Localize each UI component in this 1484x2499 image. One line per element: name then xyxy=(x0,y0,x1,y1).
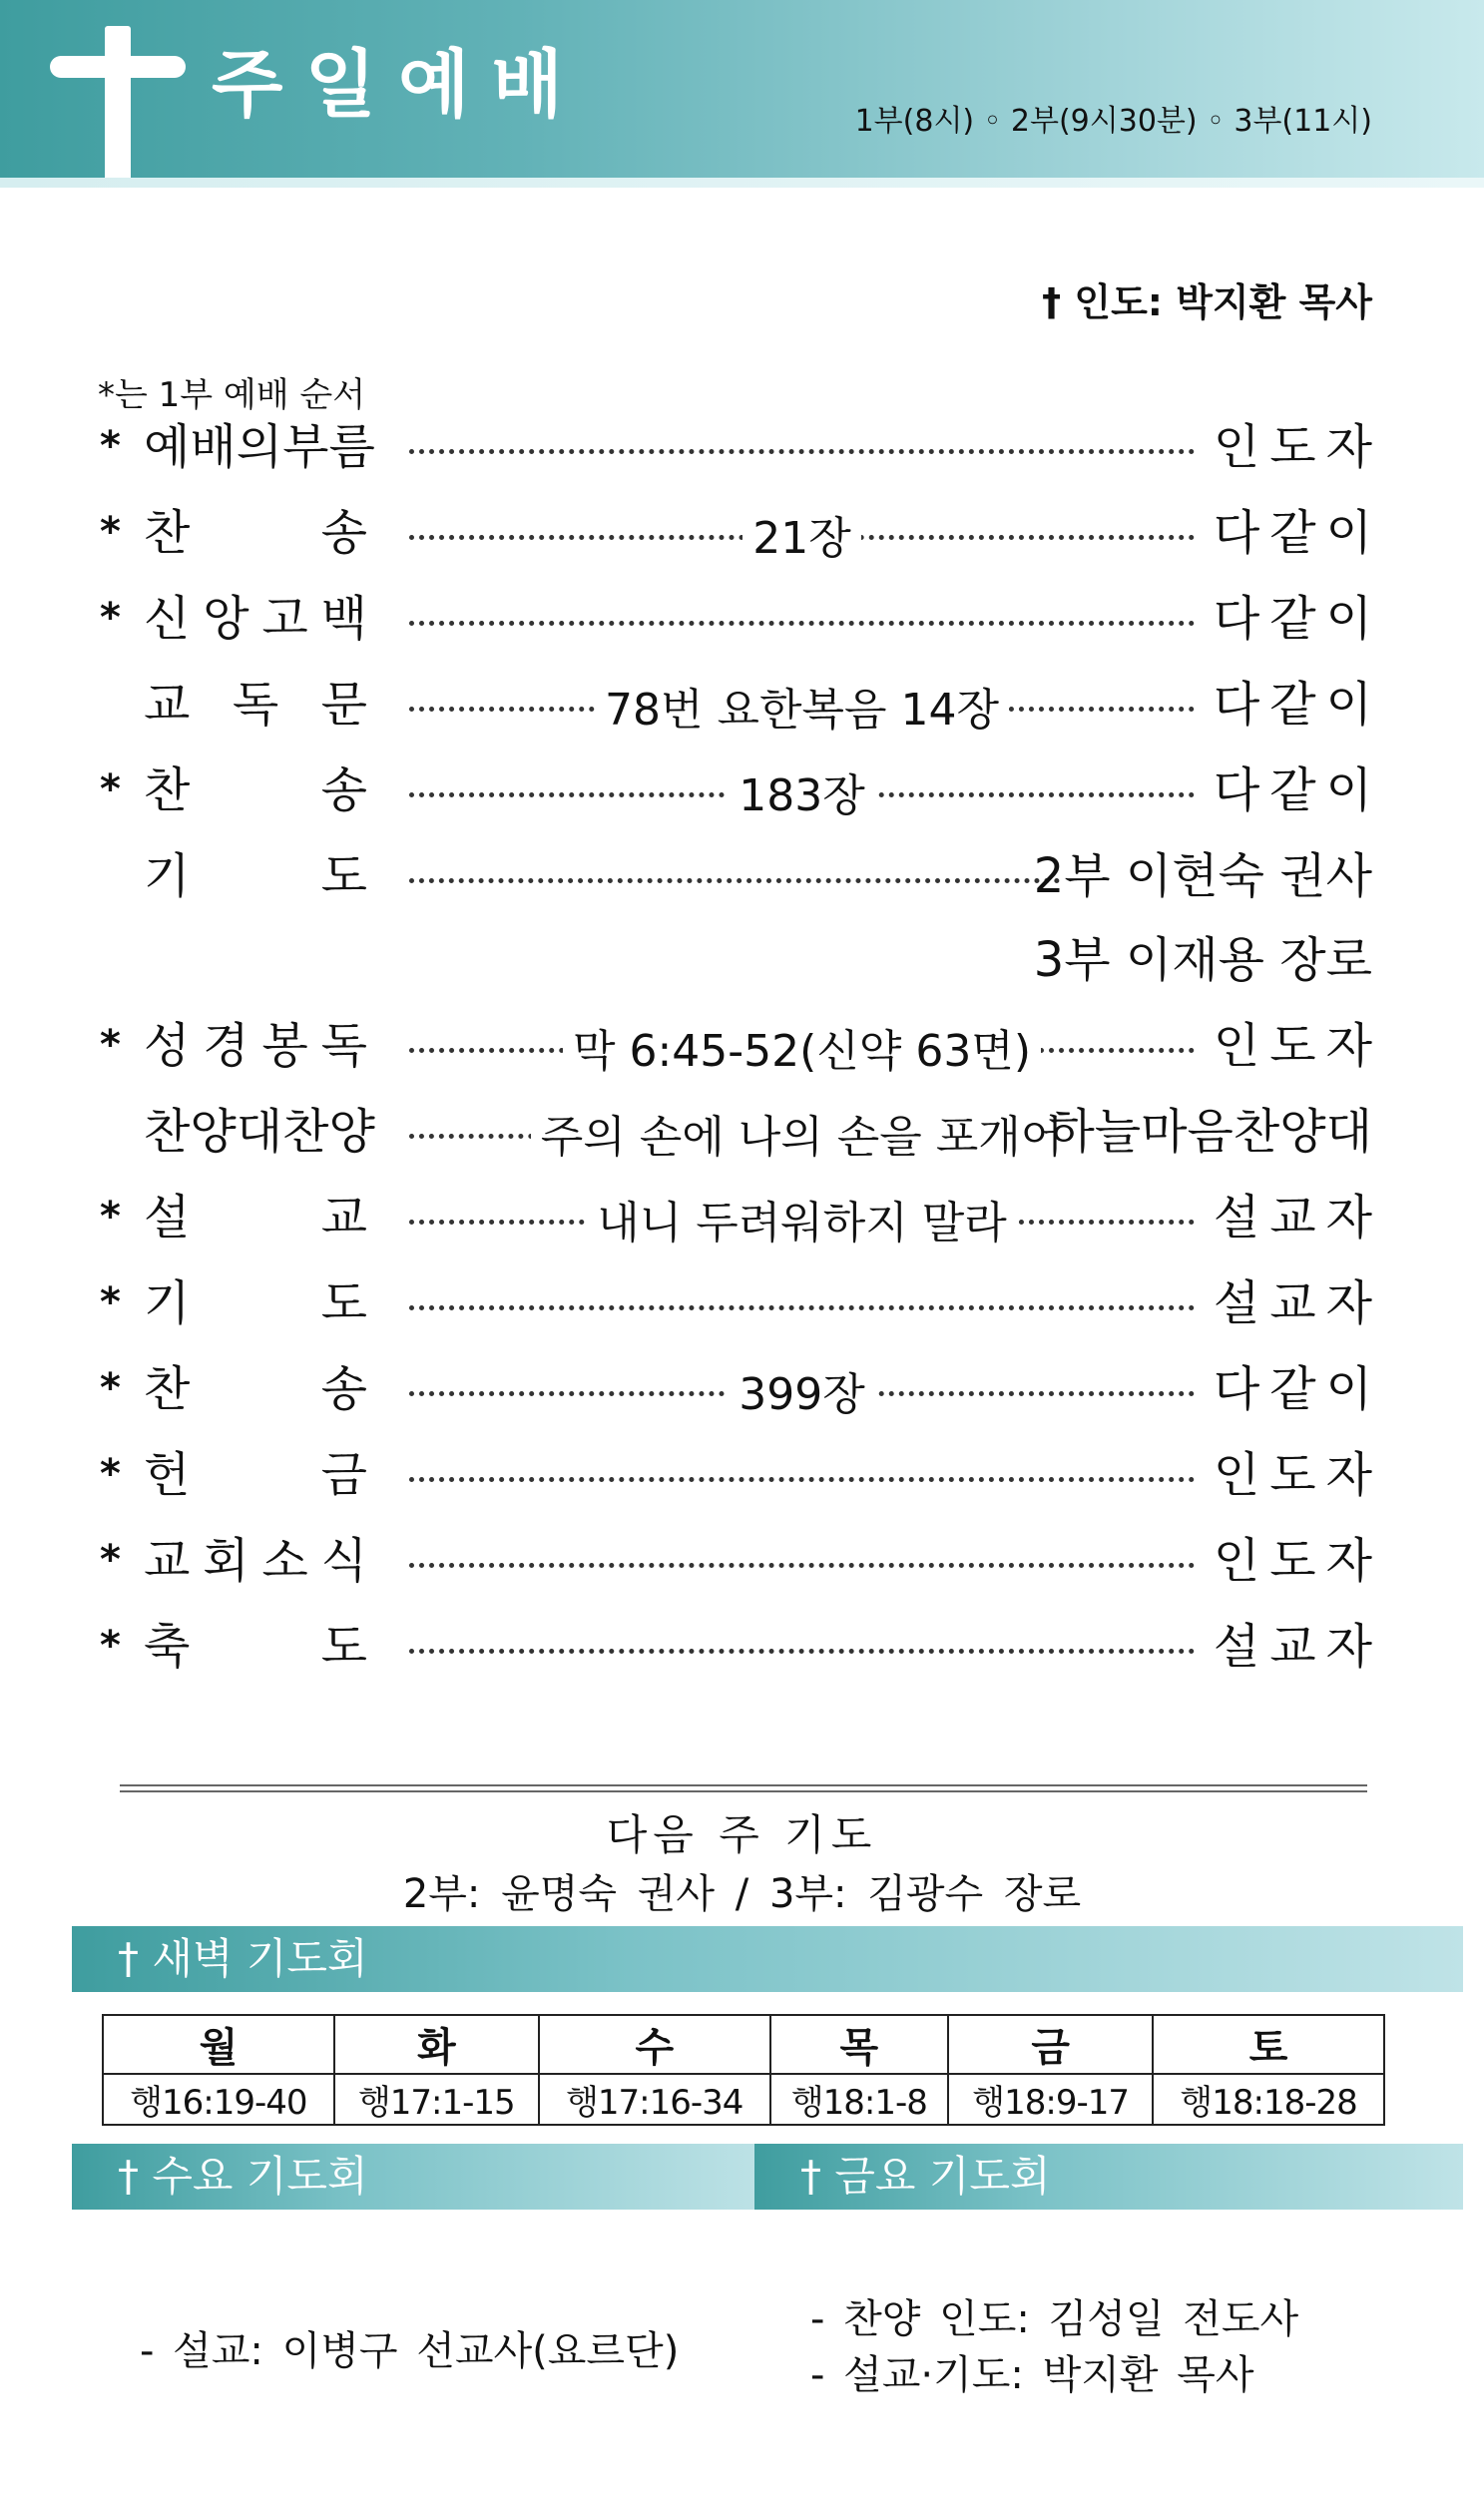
list-item: - 설교·기도: 박지환 목사 xyxy=(810,2352,1254,2398)
order-label xyxy=(144,1016,367,1076)
order-label-part: 백 xyxy=(320,591,367,647)
order-person: 다같이 xyxy=(1213,1361,1382,1417)
header-banner xyxy=(0,0,1484,178)
cross-icon-bar xyxy=(50,56,186,78)
order-row xyxy=(0,417,1484,497)
first-service-mark: * xyxy=(100,423,121,469)
table-row xyxy=(103,2015,1384,2074)
order-detail-text: 78번 요한복음 14장 xyxy=(595,685,1009,736)
day-cell: 수 xyxy=(539,2015,770,2074)
order-label-part: 문 xyxy=(320,677,367,733)
order-label-part: 기 xyxy=(144,1275,191,1331)
order-person: 설교자 xyxy=(1213,1275,1382,1331)
order-label-part: 앙 xyxy=(203,591,249,647)
worship-leader: † 인도: 박지환 목사 xyxy=(1042,280,1372,324)
cross-icon xyxy=(105,26,131,186)
order-row xyxy=(0,675,1484,754)
first-service-mark: * xyxy=(100,1537,121,1583)
order-label xyxy=(144,760,367,820)
order-label-part: 독 xyxy=(232,677,279,733)
order-person: 2부 이현숙 권사 xyxy=(1033,848,1372,904)
order-label xyxy=(144,1188,367,1248)
first-service-mark: * xyxy=(100,1022,121,1068)
day-cell: 목 xyxy=(770,2015,948,2074)
order-row xyxy=(0,503,1484,583)
dotted-leader xyxy=(409,1563,1195,1568)
order-row xyxy=(0,1273,1484,1353)
day-cell: 토 xyxy=(1153,2015,1384,2074)
order-row xyxy=(0,1188,1484,1267)
dotted-leader xyxy=(409,449,1195,454)
day-cell: 금 xyxy=(948,2015,1153,2074)
order-label-part: 교 xyxy=(320,1190,367,1246)
order-detail xyxy=(409,1196,1195,1251)
order-label xyxy=(144,503,367,563)
order-row xyxy=(0,760,1484,840)
first-service-mark: * xyxy=(100,1451,121,1497)
order-label xyxy=(144,1102,375,1162)
first-service-mark: * xyxy=(100,766,121,812)
order-label xyxy=(144,589,367,649)
order-label-part: 신 xyxy=(144,591,191,647)
order-row xyxy=(0,846,1484,926)
order-row xyxy=(0,589,1484,669)
divider xyxy=(120,1784,1367,1786)
order-detail xyxy=(409,1367,1195,1423)
order-label-part: 고 xyxy=(261,591,308,647)
order-detail-text: 내니 두려워하지 말라 xyxy=(587,1198,1017,1249)
order-row xyxy=(0,1102,1484,1182)
order-detail-text: 183장 xyxy=(729,770,875,821)
order-label-part: 교 xyxy=(144,1533,191,1589)
service-times: 1부(8시) ◦ 2부(9시30분) ◦ 3부(11시) xyxy=(854,104,1372,139)
next-week-prayer-names: 2부: 윤명숙 권사 / 3부: 김광수 장로 xyxy=(402,1871,1082,1917)
order-label-part: 회 xyxy=(203,1533,249,1589)
order-person: 3부 이재용 장로 xyxy=(1033,932,1372,988)
dotted-leader xyxy=(409,1477,1195,1482)
friday-prayer-header: † 금요 기도회 xyxy=(754,2144,1463,2210)
order-label-part: 성 xyxy=(144,1018,191,1074)
order-label-part: 금 xyxy=(320,1447,367,1503)
dawn-prayer-table xyxy=(102,2014,1385,2126)
order-row xyxy=(0,1016,1484,1096)
order-label xyxy=(144,417,375,477)
dotted-leader xyxy=(409,621,1195,626)
order-person: 인도자 xyxy=(1213,1018,1382,1074)
dawn-prayer-header: † 새벽 기도회 xyxy=(72,1926,1463,1992)
order-row xyxy=(0,930,1484,1010)
order-label-part: 예배의부름 xyxy=(144,419,375,475)
order-person: 다같이 xyxy=(1213,677,1382,733)
dotted-leader xyxy=(409,878,1060,883)
first-service-mark: * xyxy=(100,1365,121,1411)
order-row xyxy=(0,1531,1484,1611)
dotted-leader xyxy=(409,1649,1195,1654)
first-service-mark: * xyxy=(100,1623,121,1669)
order-detail-text: 21장 xyxy=(742,513,861,564)
day-cell: 화 xyxy=(334,2015,539,2074)
order-label-part: 식 xyxy=(320,1533,367,1589)
order-label-part: 송 xyxy=(320,1361,367,1417)
order-label-part: 봉 xyxy=(261,1018,308,1074)
order-detail xyxy=(409,768,1195,824)
next-week-prayer-title: 다음 주 기도 xyxy=(606,1810,878,1859)
friday-prayer-list xyxy=(810,2291,1298,2403)
order-label-part: 교 xyxy=(144,677,191,733)
order-person: 인도자 xyxy=(1213,1533,1382,1589)
order-detail-text: 399장 xyxy=(729,1369,875,1420)
verse-cell: 행18:9-17 xyxy=(948,2074,1153,2125)
order-label xyxy=(144,1531,367,1591)
order-detail-text: 주의 손에 나의 손을 포개어 xyxy=(531,1112,1074,1163)
order-label xyxy=(144,1359,367,1419)
verse-cell: 행17:1-15 xyxy=(334,2074,539,2125)
order-person: 설교자 xyxy=(1213,1619,1382,1675)
order-label-part: 찬 xyxy=(144,762,191,818)
divider xyxy=(120,1790,1367,1792)
header-underline xyxy=(0,178,1484,188)
day-cell: 월 xyxy=(103,2015,334,2074)
order-row xyxy=(0,1445,1484,1525)
order-person: 다같이 xyxy=(1213,591,1382,647)
order-detail xyxy=(409,1024,1195,1080)
verse-cell: 행18:1-8 xyxy=(770,2074,948,2125)
order-label-part: 경 xyxy=(203,1018,249,1074)
order-row xyxy=(0,1359,1484,1439)
order-label-part: 찬 xyxy=(144,505,191,561)
verse-cell: 행18:18-28 xyxy=(1153,2074,1384,2125)
first-service-note: *는 1부 예배 순서 xyxy=(98,375,366,415)
order-label-part: 송 xyxy=(320,505,367,561)
order-label xyxy=(144,1445,367,1505)
order-person: 다같이 xyxy=(1213,505,1382,561)
order-detail xyxy=(409,683,1195,739)
order-label-part: 축 xyxy=(144,1619,191,1675)
first-service-mark: * xyxy=(100,1194,121,1240)
list-item: - 찬양 인도: 김성일 전도사 xyxy=(810,2296,1299,2342)
order-person: 인도자 xyxy=(1213,419,1382,475)
first-service-mark: * xyxy=(100,509,121,555)
verse-cell: 행16:19-40 xyxy=(103,2074,334,2125)
order-label xyxy=(144,1617,367,1677)
order-label-part: 도 xyxy=(320,1619,367,1675)
order-person: 설교자 xyxy=(1213,1190,1382,1246)
order-label xyxy=(144,1273,367,1333)
order-detail-text: 막 6:45-52(신약 63면) xyxy=(563,1026,1041,1077)
order-label-part: 송 xyxy=(320,762,367,818)
verse-cell: 행17:16-34 xyxy=(539,2074,770,2125)
dotted-leader xyxy=(409,1305,1195,1310)
order-label xyxy=(144,846,367,906)
wednesday-prayer-header: † 수요 기도회 xyxy=(72,2144,772,2210)
order-label-part: 도 xyxy=(320,848,367,904)
order-label xyxy=(144,675,367,735)
order-label-part: 소 xyxy=(261,1533,308,1589)
order-label-part: 찬양대찬양 xyxy=(144,1104,375,1160)
first-service-mark: * xyxy=(100,1279,121,1325)
wednesday-preacher: - 설교: 이병구 선교사(요르단) xyxy=(140,2328,680,2374)
order-person: 다같이 xyxy=(1213,762,1382,818)
order-person: 인도자 xyxy=(1213,1447,1382,1503)
order-label-part: 독 xyxy=(320,1018,367,1074)
first-service-mark: * xyxy=(100,595,121,641)
order-label-part: 기 xyxy=(144,848,191,904)
order-row xyxy=(0,1617,1484,1697)
order-label-part: 설 xyxy=(144,1190,191,1246)
order-detail xyxy=(409,511,1195,567)
order-label-part: 헌 xyxy=(144,1447,191,1503)
order-label-part: 도 xyxy=(320,1275,367,1331)
order-label-part: 찬 xyxy=(144,1361,191,1417)
table-row xyxy=(103,2074,1384,2125)
order-person: 하늘마음찬양대 xyxy=(1048,1104,1372,1160)
page-title: 주일예배 xyxy=(212,42,585,128)
